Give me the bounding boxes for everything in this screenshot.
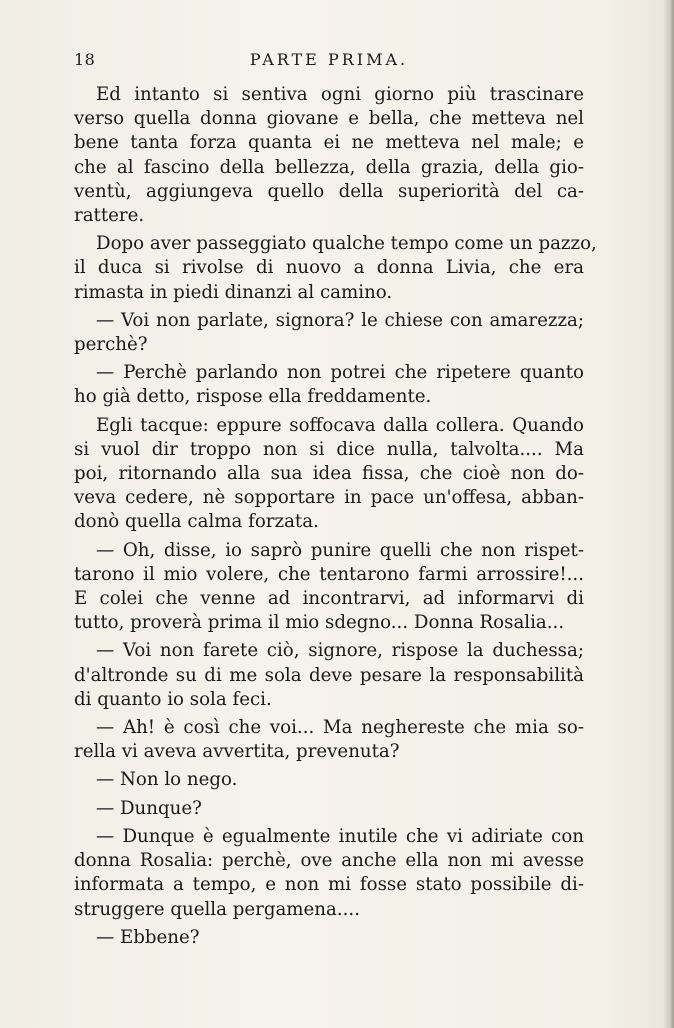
text-line: informata a tempo, e non mi fosse stato possibile di- xyxy=(74,874,584,896)
text-line: Ed intanto si sentiva ogni giorno più trascinare xyxy=(96,84,584,105)
paragraph xyxy=(74,716,584,764)
text-line: ho già detto, rispose ella freddamente. xyxy=(74,386,432,408)
text-line: — Ah! è così che voi... Ma neghereste che mia so- xyxy=(96,717,584,739)
text-line: si vuol dir troppo non si dice nulla, talvolta.... Ma xyxy=(74,438,584,460)
text-line: tutto, proverà prima il mio sdegno... Donna Rosalia... xyxy=(74,612,565,634)
text-line: d'altronde su di me sola deve pesare la responsabilità xyxy=(74,664,584,686)
text-line: donò quella calma forzata. xyxy=(74,511,319,533)
text-line: rella vi aveva avvertita, prevenuta? xyxy=(74,741,400,763)
text-line: tarono il mio volere, che tentarono farmi arrossire!... xyxy=(74,563,584,585)
text-line: che al fascino della bellezza, della grazia, della gio- xyxy=(74,156,584,178)
text-line: — Voi non farete ciò, signore, rispose la duchessa; xyxy=(96,640,584,662)
text-line: Dopo aver passeggiato qualche tempo come un pazzo, xyxy=(96,233,597,255)
text-line: E colei che venne ad incontrarvi, ad informarvi di xyxy=(74,588,584,610)
paragraph xyxy=(74,232,597,305)
running-head xyxy=(74,50,584,74)
text-line: bene tanta forza quanta ei ne metteva nel male; e xyxy=(74,132,584,154)
paragraph xyxy=(74,83,584,228)
text-line: — Non lo nego. xyxy=(96,769,238,791)
paragraph xyxy=(74,361,584,409)
text-line: Egli tacque: eppure soffocava dalla collera. Quando xyxy=(96,414,584,436)
text-line: — Dunque è egualmente inutile che vi adiriate con xyxy=(96,825,584,847)
text-line: perchè? xyxy=(74,334,148,356)
text-line: il duca si rivolse di nuovo a donna Livia, che era xyxy=(74,257,584,279)
paragraph xyxy=(74,768,584,792)
paragraph xyxy=(74,309,584,357)
text-line: rattere. xyxy=(74,205,145,227)
text-line: — Ebbene? xyxy=(96,926,200,948)
paragraph xyxy=(74,926,584,950)
text-line: — Dunque? xyxy=(96,797,202,819)
text-line: struggere quella pergamena.... xyxy=(74,898,360,920)
text-line: — Voi non parlate, signora? le chiese con amarezza; xyxy=(96,309,584,331)
text-line: di quanto io sola feci. xyxy=(74,688,272,710)
text-line: rimasta in piedi dinanzi al camino. xyxy=(74,281,393,303)
running-title: PARTE PRIMA. xyxy=(249,50,409,69)
paragraph xyxy=(74,825,584,922)
body-text xyxy=(74,83,597,954)
page-edge-shadow xyxy=(664,0,674,1028)
text-line: — Perchè parlando non potrei che ripetere quanto xyxy=(96,362,584,384)
text-line: — Oh, disse, io saprò punire quelli che non rispet- xyxy=(96,539,584,561)
text-line: poi, ritornando alla sua idea fissa, che cioè non do- xyxy=(74,463,584,485)
paragraph xyxy=(74,414,584,535)
paragraph xyxy=(74,639,584,712)
text-line: verso quella donna giovane e bella, che metteva nel xyxy=(74,108,584,130)
text-line: veva cedere, nè sopportare in pace un'offesa, abban- xyxy=(74,487,584,509)
text-line: donna Rosalia: perchè, ove anche ella non mi avesse xyxy=(74,850,584,872)
text-line: ventù, aggiungeva quello della superiorità del ca- xyxy=(74,180,584,202)
paragraph xyxy=(74,797,584,821)
paragraph xyxy=(74,539,584,636)
page-number: 18 xyxy=(74,50,96,69)
